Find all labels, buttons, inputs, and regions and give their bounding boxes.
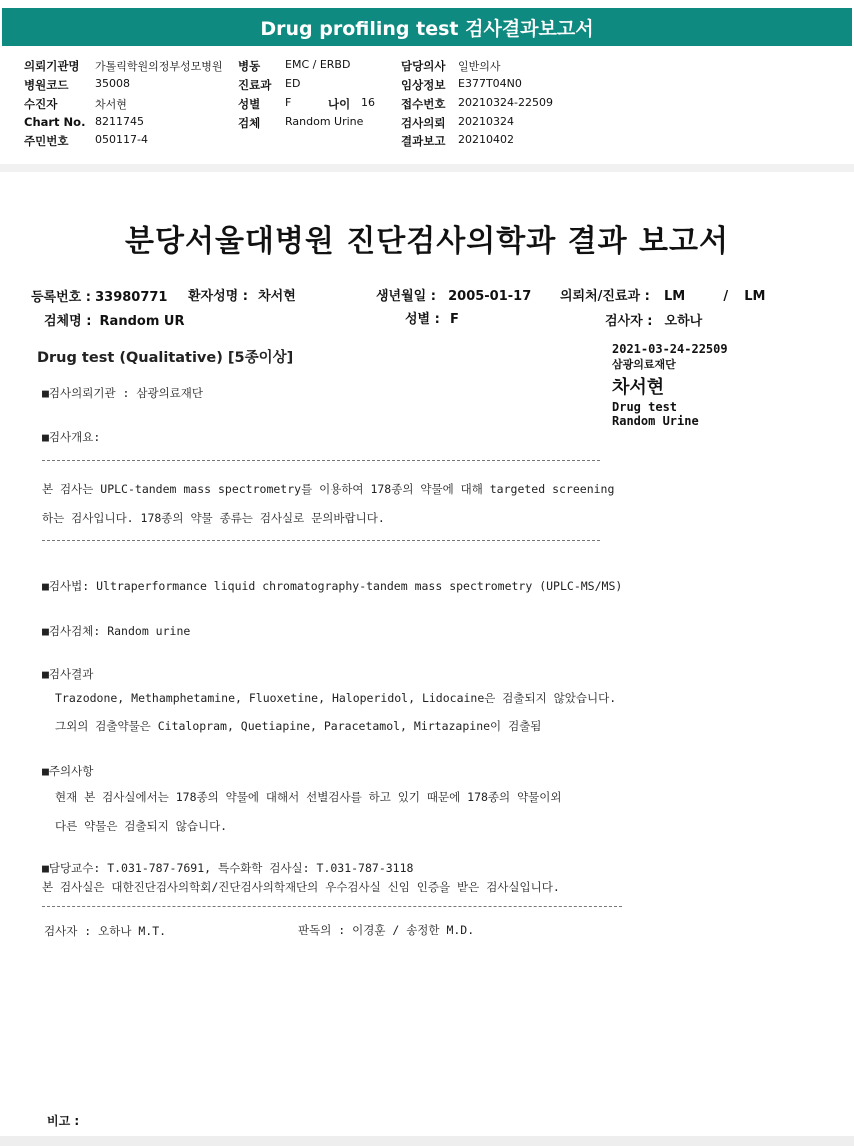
doctor-value: 일반의사 xyxy=(458,60,501,73)
institution-field xyxy=(24,58,80,74)
sex-label: 성별 xyxy=(238,97,261,111)
dept-value: ED xyxy=(285,77,301,90)
specimen-label: 검체 xyxy=(238,116,261,130)
stamp-institution: 삼광의료재단 xyxy=(612,358,676,371)
report-date-label: 결과보고 xyxy=(401,134,446,148)
clinical-label: 임상정보 xyxy=(401,78,446,92)
rrn-label: 주민번호 xyxy=(24,134,69,148)
page-bottom xyxy=(0,1136,854,1146)
overview-heading: ■검사개요: xyxy=(42,430,101,444)
chart-no-label: Chart No. xyxy=(24,115,86,129)
report-sex-value: F xyxy=(449,312,459,327)
ward-label: 병동 xyxy=(238,59,261,73)
clinical-value: E377T04N0 xyxy=(458,77,522,90)
age-value: 16 xyxy=(361,96,375,109)
rrn-value: 050117-4 xyxy=(95,133,148,146)
report-header xyxy=(0,0,854,53)
requesting-institution: ■검사의뢰기관 : 삼광의료재단 xyxy=(42,386,204,400)
overview-line-1: 본 검사는 UPLC-tandem mass spectrometry를 이용하여 178종의 약물에 대해 targeted screening xyxy=(42,482,615,496)
receipt-value: 20210324-22509 xyxy=(458,96,553,109)
report-header-title: Drug profiling test 검사결과보고서 xyxy=(2,8,852,46)
stamp-test: Drug test xyxy=(612,400,678,414)
specimen-label-stamp xyxy=(612,342,728,428)
tester-label: 검사자 : xyxy=(605,314,653,329)
caution-line-2: 다른 약물은 검출되지 않습니다. xyxy=(55,819,228,833)
tester-value: 오하나 xyxy=(664,314,703,329)
institution-value: 가톨릭학원의정부성모병원 xyxy=(95,60,223,73)
recipient-label: 수진자 xyxy=(24,97,58,111)
reg-no-value: 33980771 xyxy=(95,290,168,305)
scanned-report-sheet xyxy=(0,172,854,1136)
caution-heading: ■주의사항 xyxy=(42,764,94,778)
chart-no-value: 8211745 xyxy=(95,115,144,128)
specimen-name-label: 검체명 : xyxy=(44,314,92,329)
receipt-label: 접수번호 xyxy=(401,97,446,111)
stamp-receipt-no: 2021-03-24-22509 xyxy=(612,342,728,356)
dashed-rule xyxy=(42,906,622,907)
specimen-name-value: Random UR xyxy=(99,314,185,329)
dob-value: 2005-01-17 xyxy=(448,289,532,304)
contact-line: ■담당교수: T.031-787-7691, 특수화학 검사실: T.031-787-3118 xyxy=(42,861,414,875)
result-heading: ■검사결과 xyxy=(42,667,94,681)
test-method: ■검사법: Ultraperformance liquid chromatography-tandem mass spectrometry (UPLC-MS/MS) xyxy=(42,579,623,593)
reader-signature: 판독의 : 이경훈 / 송정한 M.D. xyxy=(298,923,475,937)
dashed-rule xyxy=(42,540,600,541)
overview-line-2: 하는 검사입니다. 178종의 약물 종류는 검사실로 문의바랍니다. xyxy=(42,511,385,525)
request-date-label: 검사의뢰 xyxy=(401,116,446,130)
caution-line-1: 현재 본 검사실에서는 178종의 약물에 대해서 선별검사를 하고 있기 때문에 178종의 약물이외 xyxy=(55,790,562,804)
doctor-label: 담당의사 xyxy=(401,59,446,73)
ward-value: EMC / ERBD xyxy=(285,58,351,71)
result-line-2: 그외의 검출약물은 Citalopram, Quetiapine, Paracetamol, Mirtazapine이 검출됨 xyxy=(55,719,542,733)
dept-label: 진료과 xyxy=(238,78,272,92)
dashed-rule xyxy=(42,460,600,461)
hospital-code-label: 병원코드 xyxy=(24,78,69,92)
stamp-specimen: Random Urine xyxy=(612,414,699,428)
patient-info-block xyxy=(0,52,854,165)
test-specimen: ■검사검체: Random urine xyxy=(42,624,191,638)
hospital-code-value: 35008 xyxy=(95,77,130,90)
age-label: 나이 xyxy=(328,97,351,111)
referral-label: 의뢰처/진료과 : xyxy=(560,289,650,304)
referral-sep: / xyxy=(723,289,729,304)
tester-signature: 검사자 : 오하나 M.T. xyxy=(44,924,167,938)
request-date-value: 20210324 xyxy=(458,115,514,128)
report-date-value: 20210402 xyxy=(458,133,514,146)
recipient-value: 차서현 xyxy=(95,98,127,111)
institution-label: 의뢰기관명 xyxy=(24,59,80,73)
specimen-value: Random Urine xyxy=(285,115,364,128)
stamp-patient: 차서현 xyxy=(612,377,665,398)
dob-label: 생년월일 : xyxy=(376,289,436,304)
sex-value: F xyxy=(285,96,292,109)
referral-value-a: LM xyxy=(663,289,686,304)
report-title: 분당서울대병원 진단검사의학과 결과 보고서 xyxy=(125,224,729,259)
patient-name-label: 환자성명 : xyxy=(188,289,248,304)
drug-test-title: Drug test (Qualitative) [5종이상] xyxy=(37,350,294,366)
section-divider xyxy=(0,164,854,172)
reg-no-label: 등록번호 : xyxy=(31,290,91,305)
referral-value-b: LM xyxy=(744,289,766,304)
patient-name-value: 차서현 xyxy=(258,289,296,304)
report-sex-label: 성별 : xyxy=(405,312,440,327)
remarks-label: 비고 : xyxy=(47,1114,80,1128)
result-line-1: Trazodone, Methamphetamine, Fluoxetine, Haloperidol, Lidocaine은 검출되지 않았습니다. xyxy=(55,691,617,705)
certification-line: 본 검사실은 대한진단검사의학회/진단검사의학재단의 우수검사실 신임 인증을 받은 검사실입니다. xyxy=(42,880,560,894)
